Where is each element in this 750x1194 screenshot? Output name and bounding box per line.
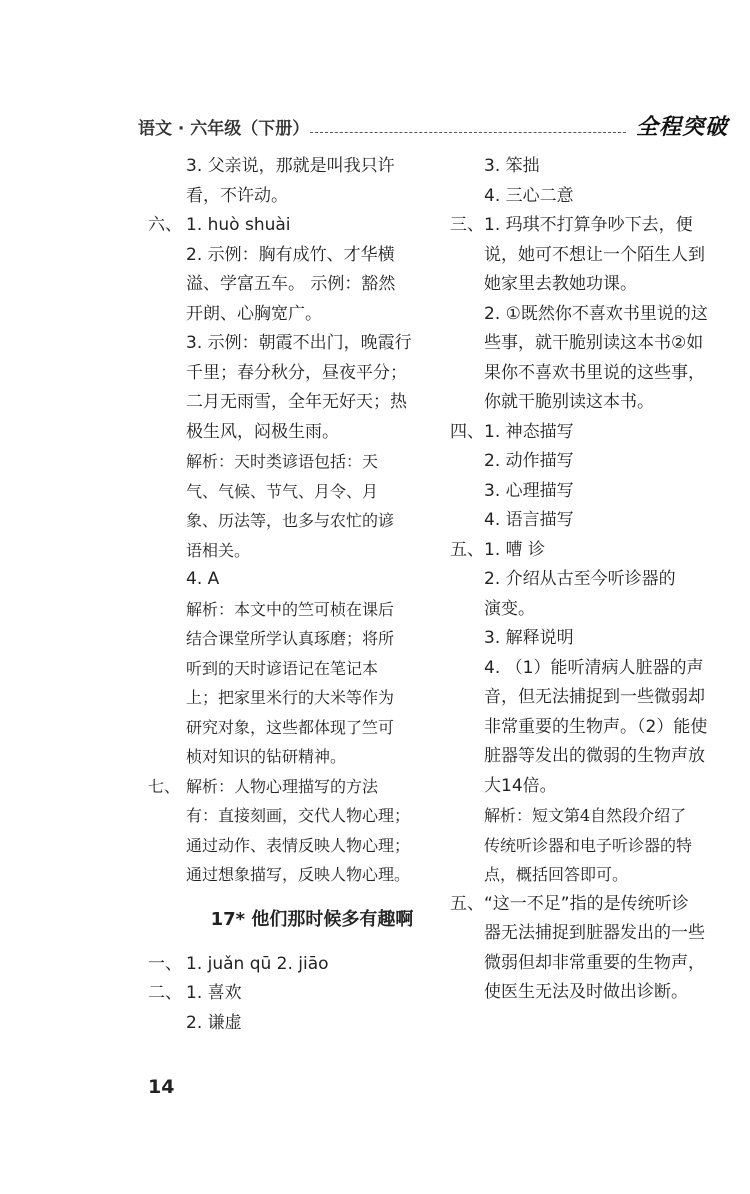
answer-text: 4. A — [186, 569, 220, 589]
answer-text: 1. 喜欢 — [186, 983, 242, 1003]
answer-line — [450, 211, 732, 241]
answer-text: 1. 嘈 诊 — [484, 539, 546, 560]
answer-text: 4. 语言描写 — [484, 510, 574, 530]
answer-line — [484, 477, 732, 507]
answer-line — [186, 447, 438, 477]
answer-text: 非常重要的生物声。（2）能使 — [484, 716, 708, 737]
answer-text: 3. 父亲说，那就是叫我只许 — [186, 156, 395, 176]
analysis-text: 气、气候、节气、月令、月 — [186, 481, 379, 501]
answer-line — [484, 388, 732, 418]
answer-text: 3. 心理描写 — [484, 480, 574, 501]
analysis-text: 解析：人物心理描写的方法 — [186, 776, 379, 796]
series-logo: 全程突破 — [635, 115, 728, 140]
answer-text: 4. 三心二意 — [484, 185, 574, 206]
answer-line — [186, 683, 438, 713]
analysis-text: 上；把家里米行的大米等作为 — [186, 688, 395, 707]
answer-text: 脏器等发出的微弱的生物声放 — [484, 746, 705, 766]
page-number: 14 — [148, 1076, 175, 1098]
answer-text: 你就干脆别读这本书。 — [484, 392, 654, 412]
answer-text: 大14倍。 — [484, 775, 557, 796]
analysis-text: 点，概括回答即可。 — [484, 865, 629, 884]
answer-text: 2. 动作描写 — [484, 451, 574, 471]
answer-line — [148, 772, 438, 802]
answer-text: 千里；春分秋分，昼夜平分； — [186, 362, 407, 383]
answer-line — [484, 742, 732, 772]
answer-text: 2. ①既然你不喜欢书里说的这 — [484, 303, 708, 324]
answer-line — [186, 477, 438, 507]
section-label: 六、 — [148, 215, 182, 235]
analysis-text: 通过动作、表情反映人物心理； — [186, 835, 411, 855]
answer-text: 1. huò shuài — [186, 215, 291, 235]
left-column — [148, 152, 438, 1038]
answer-line — [484, 978, 732, 1008]
answer-text: 3. 笨拙 — [484, 156, 540, 176]
answer-text: 1. 玛琪不打算争吵下去，便 — [484, 215, 693, 235]
answer-text: 3. 解释说明 — [484, 628, 574, 648]
section-label: 一、 — [148, 953, 182, 974]
answer-line — [484, 683, 732, 713]
answer-text: 些事，就干脆别读这本书②如 — [484, 333, 704, 353]
answer-line — [186, 359, 438, 389]
answer-line — [186, 506, 438, 536]
answer-text: 器无法捕捉到脏器发出的一些 — [484, 923, 705, 943]
analysis-text: 解析：短文第4自然段介绍了 — [484, 806, 687, 825]
answer-line — [186, 182, 438, 212]
analysis-text: 桢对知识的钻研精神。 — [186, 747, 347, 766]
answer-line — [484, 624, 732, 654]
answer-line — [186, 270, 438, 300]
analysis-text: 语相关。 — [186, 540, 251, 560]
answer-line — [484, 595, 732, 625]
answer-line — [186, 152, 438, 182]
answer-line — [186, 418, 438, 448]
answer-text: 果你不喜欢书里说的这些事， — [484, 362, 705, 383]
answer-line — [186, 300, 438, 330]
answer-line — [450, 890, 732, 920]
answer-line — [186, 388, 438, 418]
answer-text: 1. 神态描写 — [484, 421, 574, 442]
answer-line — [186, 536, 438, 566]
answer-line — [484, 152, 732, 182]
analysis-text: 通过想象描写，反映人物心理。 — [186, 865, 411, 884]
answer-line — [484, 713, 732, 743]
answer-text: 看，不许动。 — [186, 185, 288, 206]
answer-text: 微弱但却非常重要的生物声， — [484, 952, 705, 973]
answer-line — [484, 300, 732, 330]
section-label: 三、 — [450, 215, 484, 235]
answer-line — [484, 447, 732, 477]
answer-text: 2. 示例：胸有成竹、才华横 — [186, 244, 395, 265]
answer-line — [186, 801, 438, 831]
answer-text: 3. 示例：朝霞不出门，晚霞行 — [186, 333, 412, 353]
header-divider — [310, 132, 626, 133]
book-title: 语文 · 六年级（下册） — [138, 119, 310, 139]
answer-line — [186, 329, 438, 359]
section-label: 四、 — [450, 421, 484, 442]
answer-text: 极生风，闷极生雨。 — [186, 421, 339, 442]
section-label: 七、 — [148, 776, 181, 796]
answer-line — [148, 211, 438, 241]
answer-text: 说，她可不想让一个陌生人到 — [484, 244, 705, 265]
answer-line — [484, 506, 732, 536]
answer-line — [186, 831, 438, 861]
answer-line — [484, 270, 732, 300]
analysis-text: 有：直接刻画，交代人物心理； — [186, 806, 411, 825]
answer-line — [484, 860, 732, 890]
answer-line — [450, 418, 732, 448]
answer-text: 2. 谦虚 — [186, 1012, 242, 1033]
analysis-text: 研究对象，这些都体现了竺可 — [186, 717, 395, 737]
answer-line — [484, 831, 732, 861]
answer-line — [186, 654, 438, 684]
section-label: 五、 — [450, 539, 484, 560]
analysis-text: 解析：天时类谚语包括：天 — [186, 452, 379, 471]
answer-line — [186, 742, 438, 772]
analysis-text: 听到的天时谚语记在笔记本 — [186, 658, 379, 678]
right-column — [450, 152, 732, 1008]
page-header — [138, 110, 728, 144]
answer-line — [186, 624, 438, 654]
answer-line — [186, 1009, 438, 1039]
answer-line — [484, 329, 732, 359]
answer-text: 1. juǎn qū 2. jiāo — [186, 953, 329, 974]
answer-line — [484, 182, 732, 212]
answer-text: 音，但无法捕捉到一些微弱却 — [484, 687, 705, 707]
answer-line — [148, 950, 438, 980]
analysis-text: 结合课堂所学认真琢磨；将所 — [186, 629, 395, 648]
section-label: 五、 — [450, 893, 484, 914]
answer-text: 演变。 — [484, 598, 535, 619]
answer-line — [186, 713, 438, 743]
answer-text: 2. 介绍从古至今听诊器的 — [484, 569, 676, 589]
section-title: 17* 他们那时候多有趣啊 — [210, 908, 414, 930]
analysis-text: 传统听诊器和电子听诊器的特 — [484, 835, 693, 855]
answer-line — [148, 979, 438, 1009]
answer-line — [484, 801, 732, 831]
answer-line — [186, 241, 438, 271]
answer-line — [484, 565, 732, 595]
answer-text: 使医生无法及时做出诊断。 — [484, 982, 688, 1002]
answer-text: 4. （1）能听清病人脏器的声 — [484, 657, 704, 678]
answer-line — [484, 919, 732, 949]
answer-line — [484, 241, 732, 271]
section-label: 二、 — [148, 983, 182, 1003]
answer-line — [484, 949, 732, 979]
analysis-text: 象、历法等，也多与农忙的谚 — [186, 511, 395, 530]
answer-line — [186, 595, 438, 625]
answer-line — [484, 359, 732, 389]
answer-text: 她家里去教她功课。 — [484, 274, 637, 294]
answer-line — [484, 772, 732, 802]
answer-text: “这一不足”指的是传统听诊 — [484, 893, 689, 914]
answer-line — [186, 565, 438, 595]
answer-line — [450, 536, 732, 566]
answer-text: 开朗、心胸宽广。 — [186, 303, 322, 324]
answer-line — [484, 654, 732, 684]
analysis-text: 解析：本文中的竺可桢在课后 — [186, 599, 395, 619]
answer-text: 二月无雨雪，全年无好天；热 — [186, 392, 407, 412]
answer-text: 溢、学富五车。 示例：豁然 — [186, 274, 396, 294]
answer-line — [186, 860, 438, 890]
